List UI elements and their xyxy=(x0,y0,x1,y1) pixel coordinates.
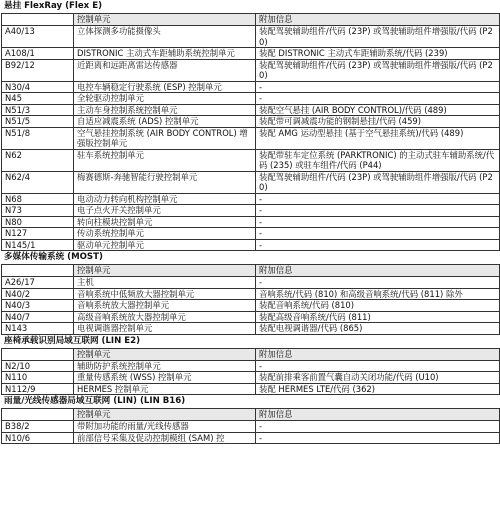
component-code-cell: N45 xyxy=(2,93,74,105)
table-row xyxy=(2,205,500,217)
control-unit-cell: 梅赛德斯-奔驰智能行驶控制单元 xyxy=(74,171,256,193)
table-row xyxy=(2,360,500,372)
additional-info-cell: 装配 AMG 运动型悬挂 (基于空气悬挂系统)/代码 (489) xyxy=(256,127,500,149)
control-unit-table xyxy=(1,13,500,251)
control-unit-cell: 音响系统中低频放大器控制单元 xyxy=(74,288,256,300)
component-code-cell: N68 xyxy=(2,193,74,205)
component-code-cell: N10/6 xyxy=(2,432,74,444)
component-code-cell: N143 xyxy=(2,323,74,335)
section-title: 座椅承载识别局域互联网 (LIN E2) xyxy=(4,335,141,346)
additional-info-cell: - xyxy=(256,205,500,217)
code-header-cell xyxy=(2,14,74,26)
table-row xyxy=(2,93,500,105)
unit-header-cell: 控制单元 xyxy=(74,409,256,421)
component-code-cell: B38/2 xyxy=(2,421,74,433)
info-header-cell: 附加信息 xyxy=(256,14,500,26)
table-row xyxy=(2,116,500,128)
component-code-cell: A40/13 xyxy=(2,26,74,48)
component-code-cell: N62 xyxy=(2,149,74,171)
component-code-cell: N51/3 xyxy=(2,104,74,116)
table-row xyxy=(2,127,500,149)
control-unit-cell: 全轮驱动控制单元 xyxy=(74,93,256,105)
control-unit-cell: 电动动力转向机构控制单元 xyxy=(74,193,256,205)
control-unit-cell: 重量传感系统 (WSS) 控制单元 xyxy=(74,372,256,384)
component-code-cell: N73 xyxy=(2,205,74,217)
control-unit-cell: 高级音响系统放大器控制单元 xyxy=(74,311,256,323)
info-header-cell: 附加信息 xyxy=(256,265,500,277)
table-row xyxy=(2,311,500,323)
component-code-cell: N40/3 xyxy=(2,300,74,312)
control-unit-cell: 电子点火开关控制单元 xyxy=(74,205,256,217)
table-row xyxy=(2,193,500,205)
component-code-cell: N62/4 xyxy=(2,171,74,193)
additional-info-cell: 装配空气悬挂 (AIR BODY CONTROL)/代码 (489) xyxy=(256,104,500,116)
control-unit-table xyxy=(1,348,500,396)
table-header-row xyxy=(2,14,500,26)
table-row xyxy=(2,81,500,93)
control-unit-cell: 传动系统控制单元 xyxy=(74,228,256,240)
table-row xyxy=(2,383,500,395)
additional-info-cell: - xyxy=(256,421,500,433)
table-header-row xyxy=(2,409,500,421)
table-row xyxy=(2,277,500,289)
additional-info-cell: - xyxy=(256,81,500,93)
control-unit-cell: 主动车身控制系统控制单元 xyxy=(74,104,256,116)
component-code-cell: N80 xyxy=(2,216,74,228)
control-unit-cell: 驻车系统控制单元 xyxy=(74,149,256,171)
section-title: 雨量/光线传感器局域互联网 (LIN) (LIN B16) xyxy=(4,396,186,406)
control-unit-cell: 立体探测多功能摄像头 xyxy=(74,26,256,48)
additional-info-cell: - xyxy=(256,93,500,105)
additional-info-cell: 装配驾驶辅助组件/代码 (23P) 或驾驶辅助组件增强版/代码 (P20) xyxy=(256,26,500,48)
component-code-cell: N51/5 xyxy=(2,116,74,128)
info-header-cell: 附加信息 xyxy=(256,348,500,360)
additional-info-cell: - xyxy=(256,216,500,228)
table-row xyxy=(2,228,500,240)
component-code-cell: A108/1 xyxy=(2,48,74,60)
control-unit-cell: 自适应减震系统 (ADS) 控制单元 xyxy=(74,116,256,128)
section-title: 多媒体传输系统 (MOST) xyxy=(4,252,103,262)
control-unit-cell: 带附加功能的雨量/光线传感器 xyxy=(74,421,256,433)
control-unit-cell: 转向柱模块控制单元 xyxy=(74,216,256,228)
control-unit-cell: 电控车辆稳定行驶系统 (ESP) 控制单元 xyxy=(74,81,256,93)
table-row xyxy=(2,26,500,48)
table-row xyxy=(2,421,500,433)
additional-info-cell: 装配 DISTRONIC 主动式车距辅助系统/代码 (239) xyxy=(256,48,500,60)
control-unit-cell: 近距离和远距离雷达传感器 xyxy=(74,59,256,81)
component-code-cell: N145/1 xyxy=(2,239,74,251)
table-row xyxy=(2,372,500,384)
component-code-cell: B92/12 xyxy=(2,59,74,81)
table-row xyxy=(2,171,500,193)
table-header-row xyxy=(2,265,500,277)
additional-info-cell: 装配音响系统/代码 (810) xyxy=(256,300,500,312)
control-unit-cell: 空气悬挂控制系统 (AIR BODY CONTROL) 增强版控制单元 xyxy=(74,127,256,149)
component-code-cell: N2/10 xyxy=(2,360,74,372)
additional-info-cell: - xyxy=(256,228,500,240)
component-code-cell: N112/9 xyxy=(2,383,74,395)
table-row xyxy=(2,432,500,444)
code-header-cell xyxy=(2,265,74,277)
code-header-cell xyxy=(2,409,74,421)
control-unit-cell: HERMES 控制单元 xyxy=(74,383,256,395)
additional-info-cell: - xyxy=(256,277,500,289)
table-row xyxy=(2,216,500,228)
unit-header-cell: 控制单元 xyxy=(74,265,256,277)
section-title: 悬挂 FlexRay (Flex E) xyxy=(4,1,103,11)
table-row xyxy=(2,239,500,251)
component-code-cell: N127 xyxy=(2,228,74,240)
control-unit-table xyxy=(1,408,500,444)
control-unit-table xyxy=(1,264,500,335)
table-row xyxy=(2,300,500,312)
additional-info-cell: 装配前排乘客前置气囊自动关闭功能/代码 (U10) xyxy=(256,372,500,384)
additional-info-cell: 装配驾驶辅助组件/代码 (23P) 或驾驶辅助组件增强版/代码 (P20) xyxy=(256,171,500,193)
table-row xyxy=(2,104,500,116)
component-code-cell: N30/4 xyxy=(2,81,74,93)
component-code-cell: N40/2 xyxy=(2,288,74,300)
control-unit-cell: 辅助防护系统控制单元 xyxy=(74,360,256,372)
component-code-cell: N51/8 xyxy=(2,127,74,149)
table-row xyxy=(2,323,500,335)
additional-info-cell: 音响系统/代码 (810) 和高级音响系统/代码 (811) 除外 xyxy=(256,288,500,300)
unit-header-cell: 控制单元 xyxy=(74,14,256,26)
code-header-cell xyxy=(2,348,74,360)
additional-info-cell: - xyxy=(256,360,500,372)
control-unit-cell: 驱动单元控制单元 xyxy=(74,239,256,251)
unit-header-cell: 控制单元 xyxy=(74,348,256,360)
control-unit-cell: 电视调谐器控制单元 xyxy=(74,323,256,335)
table-row xyxy=(2,48,500,60)
control-unit-cell: 音响系统放大器控制单元 xyxy=(74,300,256,312)
additional-info-cell: 装配 HERMES LTE/代码 (362) xyxy=(256,383,500,395)
additional-info-cell: - xyxy=(256,432,500,444)
table-row xyxy=(2,288,500,300)
component-code-cell: A26/17 xyxy=(2,277,74,289)
additional-info-cell: 装配驾驶辅助组件/代码 (23P) 或驾驶辅助组件增强版/代码 (P20) xyxy=(256,59,500,81)
control-unit-cell: 主机 xyxy=(74,277,256,289)
additional-info-cell: - xyxy=(256,193,500,205)
additional-info-cell: 装配带驻车定位系统 (PARKTRONIC) 的主动式驻车辅助系统/代码 (235) 或驻车组件/代码 (P44) xyxy=(256,149,500,171)
additional-info-cell: - xyxy=(256,239,500,251)
additional-info-cell: 装配高级音响系统/代码 (811) xyxy=(256,311,500,323)
control-unit-cell: 前部信号采集及促动控制模组 (SAM) 控 xyxy=(74,432,256,444)
info-header-cell: 附加信息 xyxy=(256,409,500,421)
control-unit-cell: DISTRONIC 主动式车距辅助系统控制单元 xyxy=(74,48,256,60)
component-code-cell: N110 xyxy=(2,372,74,384)
table-row xyxy=(2,149,500,171)
table-row xyxy=(2,59,500,81)
additional-info-cell: 装配带可调减震功能的钢制悬挂/代码 (459) xyxy=(256,116,500,128)
component-code-cell: N40/7 xyxy=(2,311,74,323)
additional-info-cell: 装配电视调谐器/代码 (865) xyxy=(256,323,500,335)
table-header-row xyxy=(2,348,500,360)
